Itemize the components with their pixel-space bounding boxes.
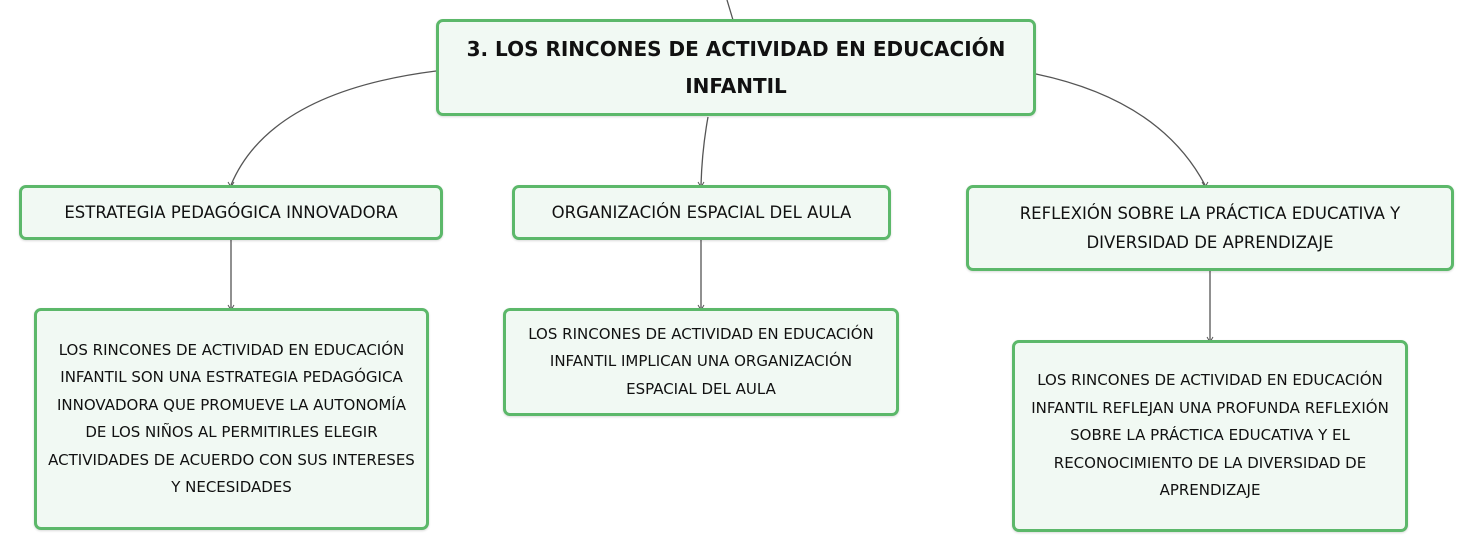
branch-node-reflexion[interactable] [966,185,1454,271]
connector-incoming [727,0,733,20]
root-topic-node[interactable] [436,19,1036,116]
branch-node-organizacion[interactable] [512,185,891,240]
leaf-node-reflexion-detail[interactable] [1012,340,1408,532]
branch-node-estrategia[interactable] [19,185,443,240]
branch-label: ORGANIZACIÓN ESPACIAL DEL AULA [551,203,852,222]
leaf-text: LOS RINCONES DE ACTIVIDAD EN EDUCACIÓN INFANTIL SON UNA ESTRATEGIA PEDAGÓGICA INNOVADORA QUE PROMUEVE LA AUTONOMÍA DE LOS NIÑOS AL PERMITIRLES ELEGIR ACTIVIDADES DE ACUERDO CON SUS INTERESES Y NECESIDADES [48,340,415,496]
connector-root-branch-1 [231,71,436,185]
branch-label: ESTRATEGIA PEDAGÓGICA INNOVADORA [64,203,398,222]
connector-root-branch-3 [1036,74,1205,185]
root-topic-title: 3. LOS RINCONES DE ACTIVIDAD EN EDUCACIÓN INFANTIL [466,36,1006,98]
leaf-text: LOS RINCONES DE ACTIVIDAD EN EDUCACIÓN INFANTIL REFLEJAN UNA PROFUNDA REFLEXIÓN SOBRE LA PRÁCTICA EDUCATIVA Y EL RECONOCIMIENTO DE LA DIVERSIDAD DE APRENDIZAJE [1031,371,1389,500]
leaf-node-organizacion-detail[interactable] [503,308,899,416]
connector-root-branch-2 [701,117,708,185]
leaf-node-estrategia-detail[interactable] [34,308,429,530]
leaf-text: LOS RINCONES DE ACTIVIDAD EN EDUCACIÓN INFANTIL IMPLICAN UNA ORGANIZACIÓN ESPACIAL DEL AULA [528,324,874,398]
branch-label: REFLEXIÓN SOBRE LA PRÁCTICA EDUCATIVA Y DIVERSIDAD DE APRENDIZAJE [1019,204,1401,252]
